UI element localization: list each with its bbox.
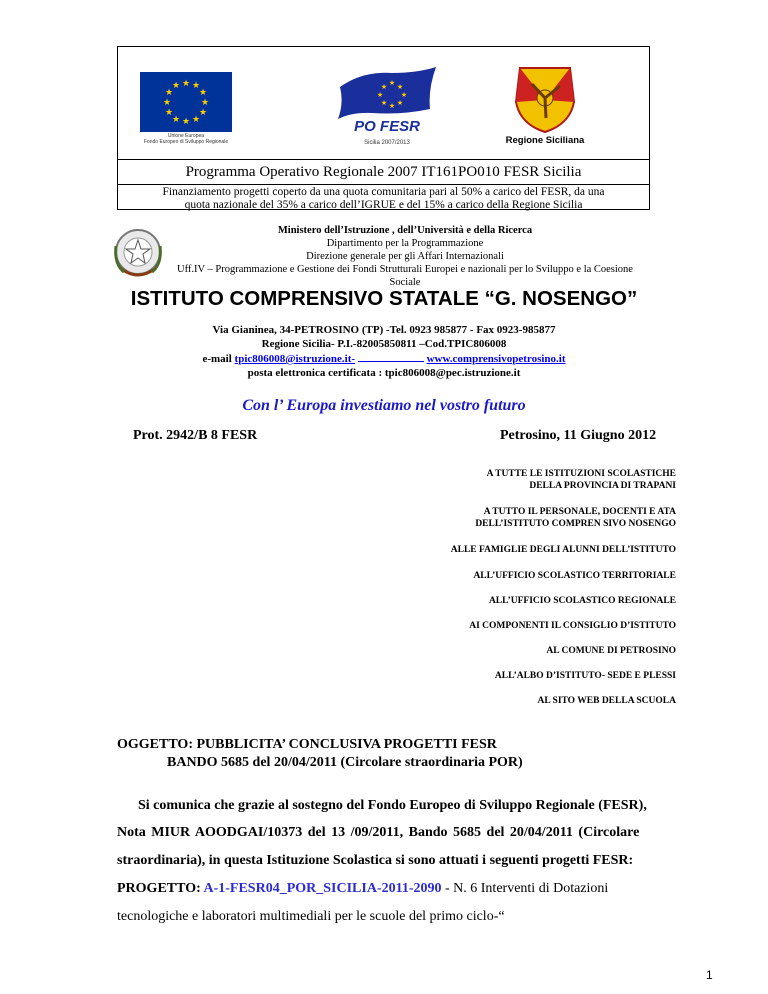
ministry-department: Dipartimento per la Programmazione — [326, 238, 484, 249]
svg-text:★: ★ — [171, 115, 181, 125]
subject-line-1: OGGETTO: PUBBLICITA’ CONCLUSIVA PROGETTI FESR — [117, 737, 497, 752]
ministry-office-cont: Sociale — [389, 277, 421, 288]
svg-text:★: ★ — [191, 115, 201, 125]
recipient-8: ALL’ALBO D’ISTITUTO- SEDE E PLESSI — [494, 671, 676, 681]
eu-caption-line1: Unione Europea — [167, 133, 205, 139]
eu-caption — [140, 133, 232, 145]
svg-text:★: ★ — [198, 88, 208, 98]
protocol-number: Prot. 2942/B 8 FESR — [133, 428, 258, 443]
italian-republic-emblem — [110, 224, 166, 280]
recipient-4: ALL’UFFICIO SCOLASTICO TERRITORIALE — [473, 571, 676, 581]
po-fesr-wordmark: PO FESR — [354, 118, 420, 135]
svg-text:★: ★ — [396, 99, 404, 107]
school-name: ISTITUTO COMPRENSIVO STATALE “G. NOSENGO” — [130, 287, 638, 310]
svg-text:★: ★ — [171, 81, 181, 91]
recipient-6: AI COMPONENTI IL CONSIGLIO D’ISTITUTO — [469, 621, 676, 631]
subject-line-2: BANDO 5685 del 20/04/2011 (Circolare straordinaria POR) — [167, 755, 523, 770]
svg-text:★: ★ — [380, 83, 388, 91]
sicily-trinacria-logo — [502, 64, 588, 134]
project-line — [117, 881, 657, 897]
project-description: - N. 6 Interventi di Dotazioni — [441, 881, 609, 896]
svg-text:★: ★ — [191, 81, 201, 91]
project-label: PROGETTO: — [117, 881, 204, 896]
recipient-1-line2: DELLA PROVINCIA DI TRAPANI — [529, 481, 676, 491]
recipient-1 — [487, 468, 676, 492]
ministry-office: Uff.IV – Programmazione e Gestione dei Fondi Strutturali Europei e nazionali per lo Sviluppo e la Coesione — [177, 264, 633, 275]
svg-text:★: ★ — [181, 117, 191, 127]
project-code: A-1-FESR04_POR_SICILIA-2011-2090 — [203, 881, 442, 896]
svg-text:★: ★ — [162, 98, 172, 108]
website-link[interactable]: www.comprensivopetrosino.it — [426, 353, 566, 365]
svg-text:★: ★ — [400, 91, 408, 99]
svg-text:★: ★ — [396, 83, 404, 91]
school-region-codes: Regione Sicilia- P.I.-82005850811 –Cod.TPIC806008 — [261, 338, 507, 350]
program-title: Programma Operativo Regionale 2007 IT161PO010 FESR Sicilia — [118, 159, 649, 184]
po-fesr-logo — [332, 63, 442, 153]
recipient-9: AL SITO WEB DELLA SCUOLA — [537, 696, 676, 706]
recipient-2 — [475, 506, 676, 530]
school-pec: posta elettronica certificata : tpic806008@pec.istruzione.it — [247, 367, 521, 379]
svg-text:★: ★ — [376, 91, 384, 99]
body-line-1: Si comunica che grazie al sostegno del Fondo Europeo di Sviluppo Regionale (FESR), — [138, 798, 647, 813]
funding-line-2: quota nazionale del 35% a carico dell’IGRUE e del 15% a carico della Regione Sicilia — [184, 199, 583, 211]
slogan: Con l’ Europa investiamo nel vostro futuro — [242, 397, 526, 414]
logos-row — [118, 47, 649, 159]
header-box — [117, 46, 650, 210]
recipient-2-line1: A TUTTO IL PERSONALE, DOCENTI E ATA — [483, 507, 676, 517]
school-email-row — [0, 351, 768, 366]
eu-flag-logo — [140, 72, 232, 132]
recipient-3: ALLE FAMIGLIE DEGLI ALUNNI DELL’ISTITUTO — [450, 545, 676, 555]
po-fesr-subtitle: Sicilia 2007/2013 — [364, 140, 410, 146]
school-contacts — [0, 323, 768, 380]
page-number: 1 — [706, 968, 713, 982]
funding-line-1: Finanziamento progetti coperto da una quota comunitaria pari al 50% a carico del FESR, da una — [162, 186, 605, 198]
body-line-2: Nota MIUR AOODGAI/10373 del 13 /09/2011, Bando 5685 del 20/04/2011 (Circolare — [117, 825, 640, 840]
svg-text:★: ★ — [164, 108, 174, 118]
svg-text:★: ★ — [181, 79, 191, 89]
ministry-direction: Direzione generale per gli Affari Internazionali — [306, 251, 504, 262]
email-link[interactable]: tpic806008@istruzione.it- — [234, 353, 356, 365]
svg-text:★: ★ — [200, 98, 210, 108]
svg-text:★: ★ — [380, 99, 388, 107]
recipient-7: AL COMUNE DI PETROSINO — [546, 646, 676, 656]
svg-text:★: ★ — [164, 88, 174, 98]
eu-caption-line2: Fondo Europeo di Sviluppo Regionale — [143, 139, 229, 145]
region-label: Regione Siciliana — [505, 135, 585, 146]
ministry-block — [175, 224, 635, 289]
funding-note — [118, 184, 649, 210]
svg-text:★: ★ — [198, 108, 208, 118]
body-line-3: straordinaria), in questa Istituzione Scolastica si sono attuati i seguenti progetti FESR: — [117, 853, 634, 868]
subject-block — [117, 736, 523, 772]
svg-text:★: ★ — [388, 102, 396, 110]
school-address: Via Gianinea, 34-PETROSINO (TP) -Tel. 0923 985877 - Fax 0923-985877 — [212, 324, 556, 336]
email-underline-gap — [358, 351, 424, 362]
email-label: e-mail — [202, 353, 235, 365]
recipient-2-line2: DELL’ISTITUTO COMPREN SIVO NOSENGO — [475, 519, 676, 529]
project-description-cont: tecnologiche e laboratori multimediali per le scuole del primo ciclo-“ — [117, 909, 505, 924]
svg-text:★: ★ — [388, 79, 396, 87]
recipient-1-line1: A TUTTE LE ISTITUZIONI SCOLASTICHE — [486, 469, 676, 479]
document-date: Petrosino, 11 Giugno 2012 — [500, 428, 657, 443]
recipient-5: ALL’UFFICIO SCOLASTICO REGIONALE — [488, 596, 676, 606]
ministry-name: Ministero dell’Istruzione , dell’Università e della Ricerca — [277, 225, 533, 236]
